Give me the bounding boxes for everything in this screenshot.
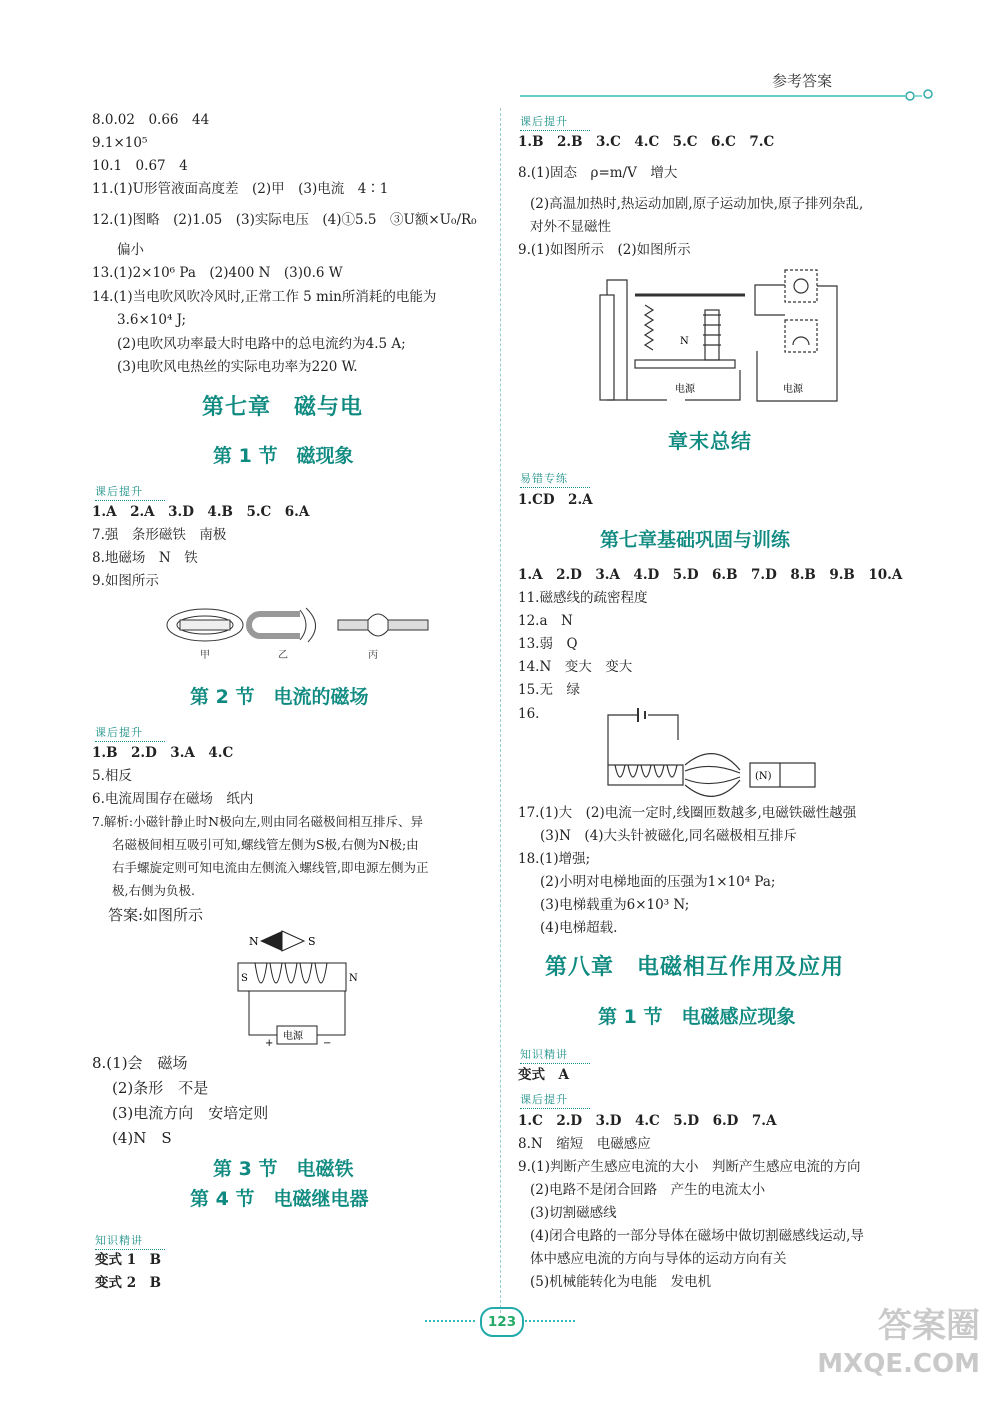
- left-line: 9.如图所示: [92, 573, 159, 589]
- solenoid-figure: [235, 925, 375, 1050]
- left-line: 8.0.02 0.66 44: [92, 112, 210, 128]
- review-title: 第七章基础巩固与训练: [600, 529, 791, 551]
- page-number: 123: [480, 1307, 524, 1337]
- right-line: 1.C 2.D 3.D 4.C 5.D 6.D 7.A: [518, 1113, 777, 1129]
- right-line: 1.B 2.B 3.C 4.C 5.C 6.C 7.C: [518, 134, 775, 150]
- right-line: 11.磁感线的疏密程度: [518, 590, 648, 606]
- left-line: 答案:如图所示: [108, 906, 204, 924]
- left-line: (3)电流方向 安培定则: [112, 1104, 269, 1122]
- left-line: 10.1 0.67 4: [92, 158, 188, 174]
- fig-label: 丙: [368, 650, 378, 661]
- right-line: (3)电梯载重为6×10³ N;: [540, 897, 690, 913]
- footer-dots: [525, 1320, 575, 1322]
- fig-label: 乙: [278, 650, 288, 661]
- label-n: N: [349, 973, 358, 984]
- label-power: 电源: [783, 384, 803, 395]
- tag-label: 课后提升: [520, 115, 568, 128]
- tag-label: 课后提升: [95, 485, 143, 498]
- left-line: 名磁极间相互吸引可知,螺线管左侧为S极,右侧为N极;由: [112, 837, 419, 852]
- left-line: 1.A 2.A 3.D 4.B 5.C 6.A: [92, 504, 310, 520]
- label-n: N: [249, 935, 259, 948]
- right-line: 9.(1)判断产生感应电流的大小 判断产生感应电流的方向: [518, 1159, 861, 1175]
- watermark: [817, 1307, 980, 1383]
- left-line: (3)电吹风电热丝的实际电功率为220 W.: [117, 359, 358, 375]
- left-line: 9.1×10⁵: [92, 135, 148, 151]
- left-line: (2)电吹风功率最大时电路中的总电流约为4.5 A;: [117, 336, 406, 352]
- right-line: 14.N 变大 变大: [518, 659, 633, 675]
- right-line: (2)电路不是闭合回路 产生的电流太小: [530, 1182, 766, 1198]
- right-line: (2)高温加热时,热运动加剧,原子运动加快,原子排列杂乱,: [530, 196, 864, 212]
- left-line: 右手螺旋定则可知电流由左侧流入螺线管,即电源左侧为正: [112, 860, 429, 875]
- header-rule: [520, 88, 940, 104]
- section-title: 第 1 节 磁现象: [213, 445, 354, 467]
- section-title: 第 1 节 电磁感应现象: [598, 1006, 796, 1028]
- label-s: S: [241, 973, 248, 984]
- right-line: 变式 A: [518, 1067, 569, 1083]
- left-line: 1.B 2.D 3.A 4.C: [92, 745, 234, 761]
- footer-dots: [425, 1320, 475, 1322]
- left-line: 7.强 条形磁铁 南极: [92, 527, 227, 543]
- label-n: N: [680, 336, 689, 347]
- label-s: S: [308, 935, 316, 948]
- left-line: (4)N S: [112, 1129, 172, 1147]
- left-line: 偏小: [117, 242, 144, 258]
- tag-label: 课后提升: [95, 726, 143, 739]
- right-line: (5)机械能转化为电能 发电机: [530, 1274, 712, 1290]
- right-line: 1.A 2.D 3.A 4.D 5.D 6.B 7.D 8.B 9.B 10.A: [518, 567, 903, 583]
- tag-label: 易错专练: [520, 472, 568, 485]
- right-line: 1.CD 2.A: [518, 492, 593, 508]
- left-line: 3.6×10⁴ J;: [117, 312, 187, 328]
- left-line: 14.(1)当电吹风吹冷风时,正常工作 5 min所消耗的电能为: [92, 289, 437, 305]
- right-line: 9.(1)如图所示 (2)如图所示: [518, 242, 691, 258]
- fig-label: 甲: [200, 650, 210, 661]
- left-line: 5.相反: [92, 768, 132, 784]
- tag-label: 课后提升: [520, 1093, 568, 1106]
- right-line: 12.a N: [518, 613, 573, 629]
- label-minus: −: [323, 1038, 332, 1049]
- watermark-line2: MXQE.COM: [817, 1349, 980, 1379]
- right-line: 18.(1)增强;: [518, 851, 591, 867]
- left-line: 8.地磁场 N 铁: [92, 550, 198, 566]
- left-line: 12.(1)图略 (2)1.05 (3)实际电压 (4)①5.5 ③U额×U₀/R₀: [92, 212, 477, 228]
- right-line: (3)N (4)大头针被磁化,同名磁极相互排斥: [540, 828, 797, 844]
- left-line: 11.(1)U形管液面高度差 (2)甲 (3)电流 4∶1: [92, 181, 389, 197]
- right-line: (3)切割磁感线: [530, 1205, 617, 1221]
- chapter7-title: 第七章 磁与电: [202, 395, 364, 420]
- right-line: 16.: [518, 706, 540, 722]
- watermark-line1: 答案圈: [878, 1306, 980, 1346]
- left-line: 6.电流周围存在磁场 纸内: [92, 791, 254, 807]
- section-title: 第 4 节 电磁继电器: [190, 1188, 369, 1210]
- right-line: 13.弱 Q: [518, 636, 578, 652]
- tag-label: 知识精讲: [95, 1234, 143, 1247]
- right-line: (2)小明对电梯地面的压强为1×10⁴ Pa;: [540, 874, 776, 890]
- electromagnet-figure: [600, 705, 825, 805]
- summary-title: 章末总结: [668, 429, 752, 453]
- relay-circuit-figure: [595, 265, 845, 415]
- header-title: 参考答案: [771, 72, 832, 90]
- tag-label: 知识精讲: [520, 1048, 568, 1061]
- right-line: (4)电梯超载.: [540, 920, 618, 936]
- section-title: 第 3 节 电磁铁: [213, 1158, 354, 1180]
- section-title: 第 2 节 电流的磁场: [190, 686, 369, 708]
- chapter8-title: 第八章 电磁相互作用及应用: [545, 955, 845, 980]
- right-line: 对外不显磁性: [530, 219, 611, 235]
- left-line: 极,右侧为负极.: [112, 883, 195, 898]
- right-line: 15.无 绿: [518, 682, 580, 698]
- left-line: (2)条形 不是: [112, 1079, 209, 1097]
- left-line: 7.解析:小磁针静止时N极向左,则由同名磁极间相互排斥、异: [92, 814, 424, 829]
- left-line: 变式 2 B: [95, 1275, 162, 1291]
- label-power: 电源: [675, 384, 695, 395]
- right-line: 17.(1)大 (2)电流一定时,线圈匝数越多,电磁铁磁性越强: [518, 805, 857, 821]
- right-line: 8.(1)固态 ρ=m/V 增大: [518, 165, 678, 181]
- label-plus: +: [265, 1038, 274, 1049]
- magnet-field-figure: [160, 600, 440, 665]
- left-line: 8.(1)会 磁场: [92, 1054, 188, 1072]
- right-line: 体中感应电流的方向与导体的运动方向有关: [530, 1251, 787, 1267]
- right-line: 8.N 缩短 电磁感应: [518, 1136, 651, 1152]
- label-n: (N): [755, 771, 772, 782]
- column-divider: [500, 108, 501, 1318]
- left-line: 13.(1)2×10⁶ Pa (2)400 N (3)0.6 W: [92, 265, 343, 281]
- right-line: (4)闭合电路的一部分导体在磁场中做切割磁感线运动,导: [530, 1228, 864, 1244]
- label-power: 电源: [283, 1031, 303, 1042]
- left-line: 变式 1 B: [95, 1252, 162, 1268]
